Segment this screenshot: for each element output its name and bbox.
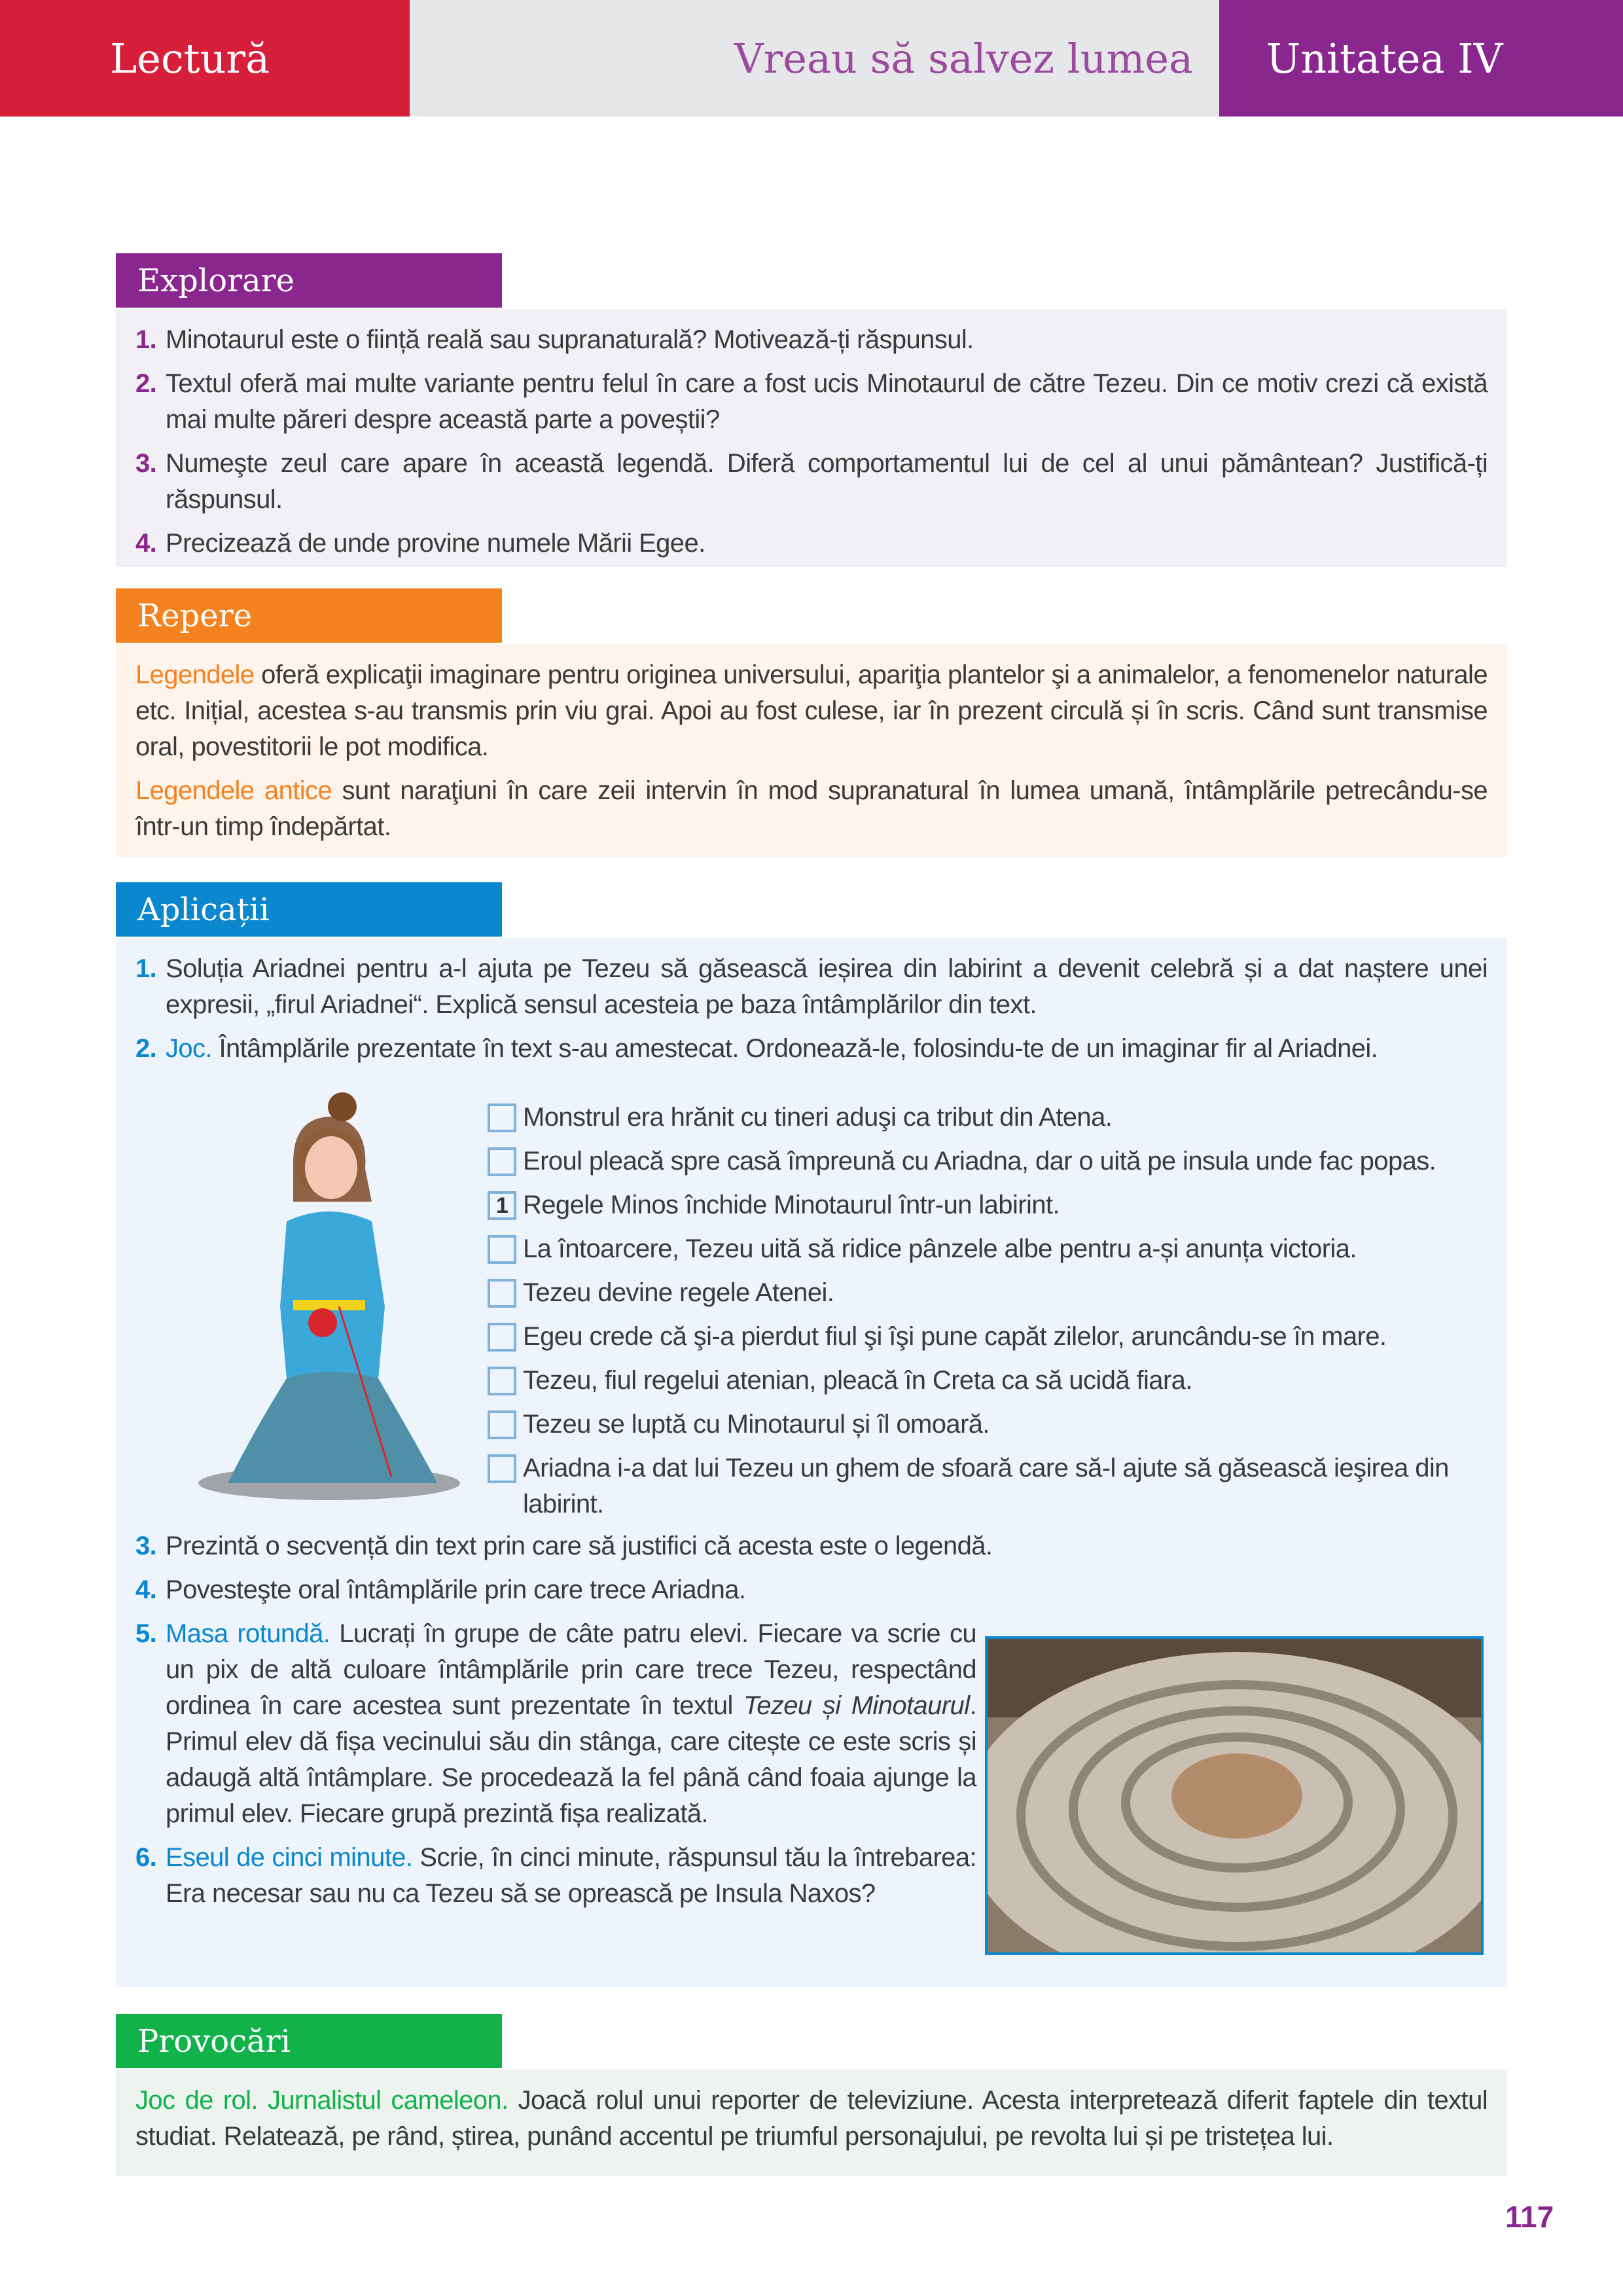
- activity-label: Joc de rol. Jurnalistul cameleon.: [135, 2086, 508, 2115]
- section-label: Lectură: [0, 0, 410, 117]
- chapter-title: Vreau să salvez lumea: [410, 0, 1219, 117]
- question: 1. Soluția Ariadnei pentru a-l ajuta pe Tezeu să găsească ieșirea din labirint a devenit celebră și a dat naștere unei expresii, „firul Ariadnei“. Explică sensul acesteia pe baza întâmplărilor din text.: [135, 954, 1488, 1019]
- order-box[interactable]: [488, 1103, 516, 1132]
- term: Legendele antice: [135, 776, 332, 805]
- checklist-item: 1 Regele Minos închide Minotaurul într-un labirint.: [488, 1187, 1489, 1223]
- checklist-item: Eroul pleacă spre casă împreună cu Ariadna, dar o uită pe insula unde fac popas.: [488, 1143, 1489, 1179]
- term: Legendele: [135, 660, 255, 689]
- order-box[interactable]: [488, 1279, 516, 1308]
- question: 3. Numeşte zeul care apare în această legendă. Diferă comportamentul lui de cel al unui pământean? Justifică-ți răspunsul.: [135, 449, 1488, 514]
- unit-label: Unitatea IV: [1219, 0, 1623, 117]
- order-box[interactable]: [488, 1410, 516, 1439]
- activity-text: Joacă rolul unui reporter de televiziune. Acesta interpretează diferit faptele din textul studiat. Relatează, pe rând, știrea, punând accentul pe triumful personajului, pe revolta lui și pe tristețea lui.: [135, 2086, 1488, 2151]
- question: 1. Minotaurul este o ființă reală sau supranaturală? Motivează-ți răspunsul.: [135, 325, 974, 354]
- provocari-box: [116, 2070, 1507, 2176]
- order-box[interactable]: [488, 1323, 516, 1352]
- question: 4. Precizează de unde provine numele Mării Egee.: [135, 529, 705, 558]
- provocari-heading: Provocări: [116, 2014, 502, 2068]
- order-box[interactable]: [488, 1147, 516, 1176]
- question: 2. Joc. Întâmplările prezentate în text s-au amestecat. Ordonează-le, folosindu-te de un imaginar fir al Ariadnei.: [135, 1034, 1378, 1063]
- question: 2. Textul oferă mai multe variante pentru felul în care a fost ucis Minotaurul de către Tezeu. Din ce motiv crezi că există mai multe păreri despre această parte a poveștii?: [135, 369, 1488, 434]
- repere-heading: Repere: [116, 588, 502, 643]
- labyrinth-mosaic-photo: [985, 1636, 1484, 1955]
- checklist-item: Tezeu se luptă cu Minotaurul și îl omoară.: [488, 1407, 1489, 1443]
- question: 4. Povesteşte oral întâmplările prin care trece Ariadna.: [135, 1575, 746, 1604]
- checklist-item: Monstrul era hrănit cu tineri aduşi ca tribut din Atena.: [488, 1100, 1489, 1136]
- question: 5. Masa rotundă. Lucrați în grupe de câte patru elevi. Fiecare va scrie cu un pix de altă culoare întâmplările prin care trece Tezeu, respectând ordinea în care acestea sunt prezentate în textul Tezeu și Minotaurul. Primul elev dă fișa vecinului său din stânga, care citește ce este scris și adaugă altă întâmplare. Se procedează la fel până când foaia ajunge la primul elev. Fiecare grupă prezintă fișa realizată.: [135, 1619, 976, 1828]
- repere-box: [116, 644, 1507, 857]
- page-number: 117: [1505, 2200, 1554, 2234]
- order-box[interactable]: [488, 1235, 516, 1264]
- question: 6. Eseul de cinci minute. Scrie, în cinci minute, răspunsul tău la întrebarea: Era necesar sau nu ca Tezeu să se oprească pe Insula Naxos?: [135, 1843, 976, 1908]
- explorare-box: [116, 309, 1507, 567]
- question: 3. Prezintă o secvență din text prin care să justifici că acesta este o legendă.: [135, 1532, 993, 1560]
- checklist-item: Ariadna i-a dat lui Tezeu un ghem de sfoară care să-l ajute să găsească ieşirea din labirint.: [488, 1450, 1489, 1522]
- order-checklist: [488, 1100, 1489, 1530]
- order-box[interactable]: 1: [488, 1191, 516, 1220]
- checklist-item: Tezeu devine regele Atenei.: [488, 1275, 1489, 1311]
- explorare-heading: Explorare: [116, 253, 502, 308]
- ariadne-illustration: [175, 1090, 483, 1509]
- checklist-item: Tezeu, fiul regelui atenian, pleacă în Creta ca să ucidă fiara.: [488, 1363, 1489, 1399]
- definition: oferă explicaţii imaginare pentru originea universului, apariţia plantelor şi a animalelor, a fenomenelor naturale etc. Inițial, acestea s-au transmis prin viu grai. Apoi au fost culese, iar în prezent circulă și în scris. Când sunt transmise oral, povestitorii le pot modifica.: [135, 660, 1488, 761]
- order-box[interactable]: [488, 1454, 516, 1483]
- checklist-item: La întoarcere, Tezeu uită să ridice pânzele albe pentru a-și anunța victoria.: [488, 1231, 1489, 1267]
- aplicatii-heading: Aplicații: [116, 882, 502, 937]
- definition: sunt naraţiuni în care zeii intervin în mod supranatural în lumea umană, întâmplările petrecându-se într-un timp îndepărtat.: [135, 776, 1488, 841]
- checklist-item: Egeu crede că şi-a pierdut fiul şi îşi pune capăt zilelor, aruncându-se în mare.: [488, 1319, 1489, 1355]
- order-box[interactable]: [488, 1367, 516, 1395]
